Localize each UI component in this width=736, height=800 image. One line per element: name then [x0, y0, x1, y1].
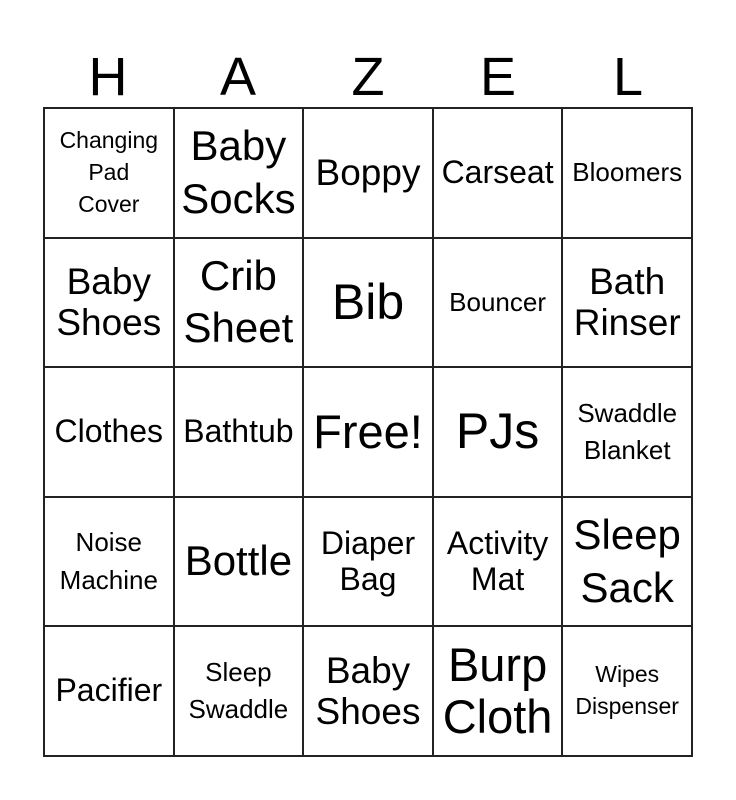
- cell-label: Baby Socks: [181, 122, 296, 222]
- bingo-cell[interactable]: [174, 497, 304, 627]
- cell-label: Baby Shoes: [315, 649, 421, 733]
- bingo-cell[interactable]: [562, 238, 692, 368]
- bingo-cell[interactable]: [433, 238, 563, 368]
- header-letter-h: H: [88, 47, 128, 107]
- bingo-cell[interactable]: [433, 626, 563, 756]
- header-letter-e: E: [479, 47, 517, 107]
- bingo-cell[interactable]: [562, 367, 692, 497]
- cell-label: Activity Mat: [446, 524, 549, 597]
- bingo-cell[interactable]: [174, 108, 304, 238]
- cell-label: Sleep Sack: [573, 511, 681, 611]
- bingo-cell[interactable]: [174, 626, 304, 756]
- cell-label: Burp Cloth: [442, 637, 553, 744]
- cell-label: Baby Shoes: [56, 260, 162, 344]
- bingo-cell free-space[interactable]: [303, 367, 433, 497]
- cell-label: Carseat: [441, 153, 554, 190]
- bingo-cell[interactable]: [174, 238, 304, 368]
- cell-label: Sleep Swaddle: [188, 656, 289, 725]
- cell-label: PJs: [455, 403, 540, 460]
- cell-label: Bottle: [184, 537, 293, 585]
- bingo-cell[interactable]: [44, 108, 174, 238]
- bingo-cell[interactable]: [433, 108, 563, 238]
- bingo-cell[interactable]: [303, 108, 433, 238]
- cell-label: Boppy: [315, 152, 421, 194]
- cell-label: Wipes Dispenser: [575, 661, 679, 720]
- bingo-cell[interactable]: [433, 367, 563, 497]
- bingo-cell[interactable]: [174, 367, 304, 497]
- cell-label: Bouncer: [449, 286, 547, 317]
- cell-label: Changing Pad Cover: [59, 127, 159, 217]
- cell-label: Bathtub: [183, 413, 294, 450]
- cell-label: Swaddle Blanket: [577, 397, 678, 465]
- cell-label: Pacifier: [55, 672, 163, 709]
- bingo-cell[interactable]: [562, 497, 692, 627]
- cell-label: Clothes: [54, 413, 164, 450]
- header-letter-l: L: [612, 47, 644, 107]
- cell-label: Crib Sheet: [183, 251, 294, 352]
- cell-label: Noise Machine: [59, 527, 158, 595]
- cell-label: Bloomers: [572, 157, 683, 188]
- header-letter-a: A: [219, 47, 257, 107]
- bingo-cell[interactable]: [44, 626, 174, 756]
- bingo-board: [43, 107, 693, 757]
- cell-label: Bib: [331, 273, 405, 330]
- bingo-cell[interactable]: [433, 497, 563, 627]
- header-letter-z: Z: [351, 47, 385, 107]
- bingo-cell[interactable]: [562, 108, 692, 238]
- bingo-cell[interactable]: [44, 497, 174, 627]
- free-space-label: Free!: [313, 404, 423, 458]
- bingo-cell[interactable]: [44, 238, 174, 368]
- bingo-header: [43, 40, 693, 108]
- bingo-cell[interactable]: [303, 497, 433, 627]
- cell-label: Diaper Bag: [320, 524, 416, 597]
- bingo-cell[interactable]: [562, 626, 692, 756]
- bingo-cell[interactable]: [303, 626, 433, 756]
- bingo-cell[interactable]: [303, 238, 433, 368]
- cell-label: Bath Rinser: [573, 260, 681, 344]
- bingo-cell[interactable]: [44, 367, 174, 497]
